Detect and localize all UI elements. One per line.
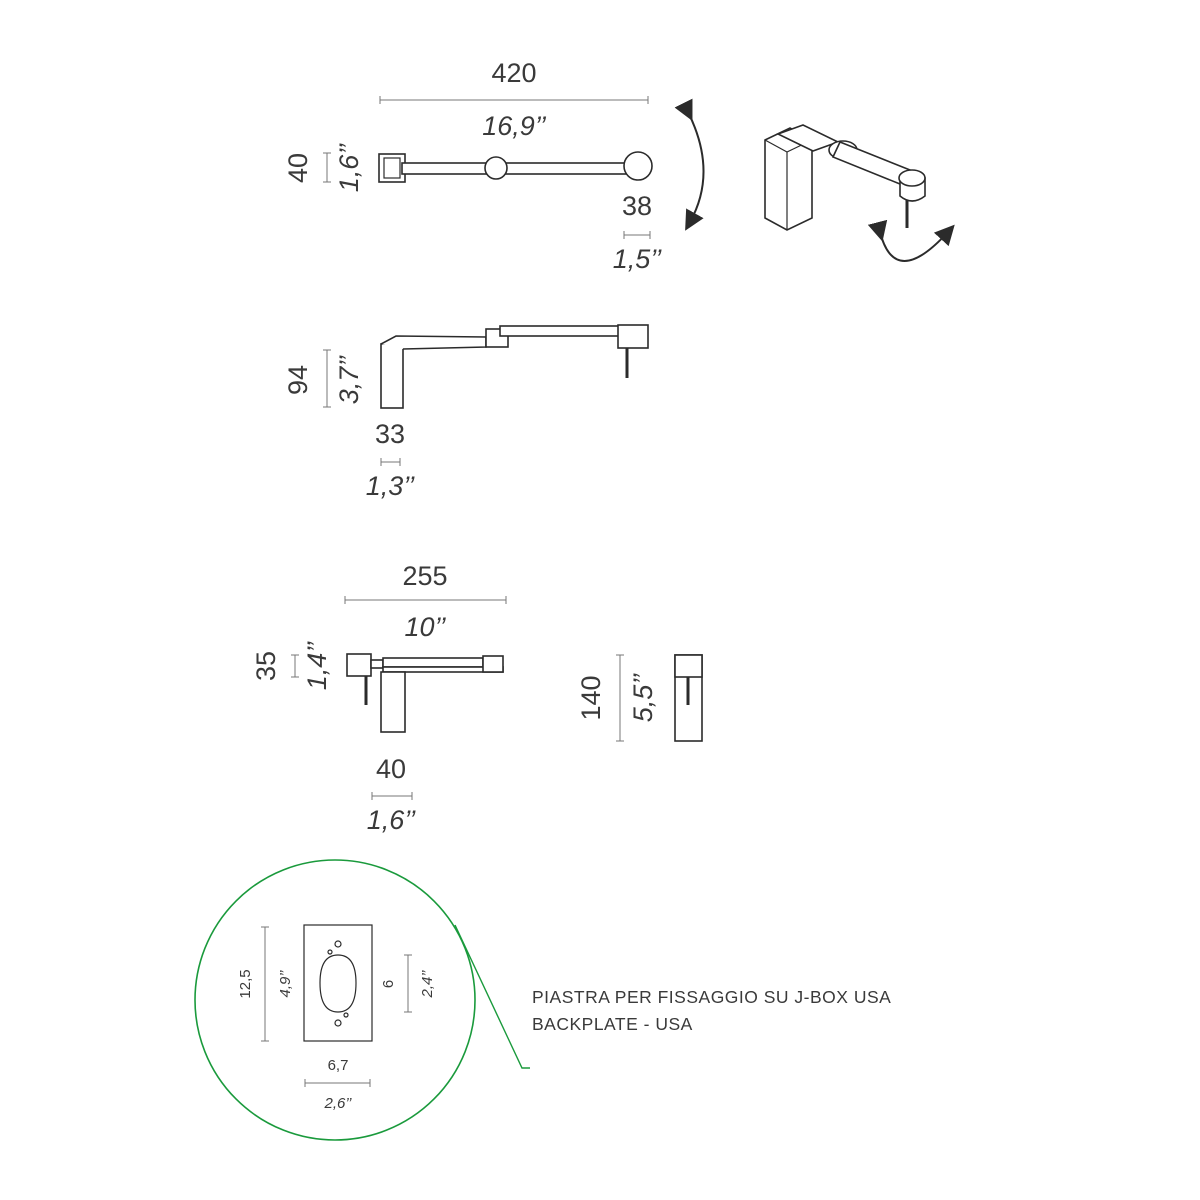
backplate-hole-cm-label: 6: [380, 979, 397, 989]
side-height-mm-label: 94: [283, 364, 313, 396]
top-view: [283, 58, 704, 274]
arm-bar: [402, 163, 642, 174]
front-height-mm-label: 140: [576, 675, 606, 721]
folded-base-in-label: 1,6’’: [366, 805, 416, 835]
arm-joint: [485, 157, 507, 179]
backplate-label-english: BACKPLATE - USA: [532, 1014, 693, 1034]
backplate-width-in-label: 2,6’’: [324, 1095, 352, 1112]
backplate-hole-in-label: 2,4’’: [419, 970, 436, 998]
lamp-head: [624, 152, 652, 180]
depth-in-label: 1,6’’: [334, 143, 364, 193]
side-base-in-label: 1,3’’: [365, 471, 415, 501]
backplate-width-cm-label: 6,7: [327, 1057, 349, 1074]
head-mm-label: 38: [621, 191, 653, 221]
width-mm-label: 420: [491, 58, 537, 88]
backplate-label-italian: PIASTRA PER FISSAGGIO SU J-BOX USA: [532, 987, 892, 1007]
folded-width-in-label: 10’’: [404, 612, 446, 642]
backplate-height-cm-label: 12,5: [237, 969, 254, 999]
side-view: [283, 325, 648, 501]
folded-view: [251, 561, 506, 835]
front-view: [576, 655, 702, 741]
folded-base-mm-label: 40: [375, 754, 407, 784]
perspective-view: [765, 125, 948, 261]
depth-mm-label: 40: [283, 152, 313, 184]
width-in-label: 16,9’’: [482, 111, 546, 141]
front-height-in-label: 5,5’’: [628, 673, 658, 723]
rotation-arrow-icon: [688, 112, 704, 222]
backplate-height-in-label: 4,9’’: [277, 970, 294, 998]
folded-arm-mm-label: 35: [251, 650, 281, 682]
folded-arm-in-label: 1,4’’: [302, 641, 332, 691]
head-in-label: 1,5’’: [612, 244, 662, 274]
swivel-arrow-icon: [880, 232, 948, 261]
side-height-in-label: 3,7’’: [334, 355, 364, 405]
backplate-callout: [195, 860, 891, 1140]
folded-width-mm-label: 255: [402, 561, 448, 591]
side-base-mm-label: 33: [374, 419, 406, 449]
